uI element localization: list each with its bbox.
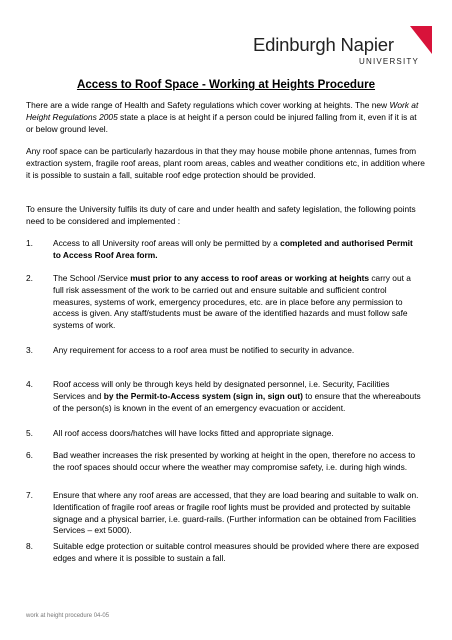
intro-text-a: There are a wide range of Health and Safety regulations which cover working at heights. The new bbox=[26, 100, 390, 110]
intro-text-c: state a place is at height if a person could be injured falling from it, even if it is at or below ground level. bbox=[26, 111, 417, 134]
intro-regulation-name: Work at Height Regulations 2005 bbox=[26, 100, 419, 122]
logo-name: Edinburgh Napier bbox=[253, 34, 394, 55]
item-number: 3. bbox=[26, 345, 33, 355]
intro-paragraph bbox=[26, 100, 426, 135]
item-text: Access to all University roof areas will only be permitted by a completed and authorised Permit to Access Roof Area form. bbox=[53, 238, 413, 260]
item-text: The School /Service must prior to any access to roof areas or working at heights carry out a full risk assessment of the work to be carried out and ensure suitable and sufficient control measures, systems of work, emergency procedures, etc. are in place before any permission to access is given. Any staff/students must be aware of the identified hazards and must follow safe systems of work. bbox=[53, 273, 411, 331]
item-text: Roof access will only be through keys held by designated personnel, i.e. Security, Facilities Services and by the Permit-to-Access system (sign in, sign out) to ensure that the whereabouts of the person(s) is known in the event of an emergency evacuation or accident. bbox=[53, 379, 421, 413]
item-number: 8. bbox=[26, 541, 33, 551]
item-number: 5. bbox=[26, 428, 33, 438]
item-text: Suitable edge protection or suitable control measures should be provided where there are exposed edges and where it is possible to sustain a fall. bbox=[53, 541, 419, 563]
page-footer: work at height procedure 04-05 bbox=[26, 613, 110, 619]
item-number: 6. bbox=[26, 450, 33, 460]
item-number: 7. bbox=[26, 490, 33, 500]
item-text: All roof access doors/hatches will have locks fitted and appropriate signage. bbox=[53, 428, 334, 438]
item-number: 1. bbox=[26, 238, 33, 248]
item-text: Any requirement for access to a roof area must be notified to security in advance. bbox=[53, 345, 355, 355]
duty-paragraph: To ensure the University fulfils its duty of care and under health and safety legislation, the following points need to be considered and implemented : bbox=[26, 204, 416, 226]
logo-subtitle: UNIVERSITY bbox=[359, 57, 420, 66]
item-number: 2. bbox=[26, 273, 33, 283]
university-logo bbox=[253, 34, 438, 74]
item-text: Bad weather increases the risk presented by working at height in the open, therefore no access to the roof spaces should occur where the weather may compromise safety, i.e. during high winds. bbox=[53, 450, 416, 472]
item-text: Ensure that where any roof areas are accessed, that they are load bearing and suitable to walk on. Identification of fragile roof areas or fragile roof lights must be provided and protected by suitable signage and a physical barrier, i.e. guard-rails. (Further information can be obtained from Facilities Services – ext 5000). bbox=[53, 490, 419, 536]
hazard-paragraph: Any roof space can be particularly hazardous in that they may house mobile phone antennas, fumes from extraction system, fragile roof areas, plant room areas, cables and weather conditions etc, in addition where it is possible to sustain a fall, suitable roof edge protection should be provided. bbox=[26, 146, 425, 180]
item-number: 4. bbox=[26, 379, 33, 389]
page-title: Access to Roof Space - Working at Heights Procedure bbox=[76, 78, 376, 91]
logo-triangle-icon bbox=[410, 26, 432, 54]
